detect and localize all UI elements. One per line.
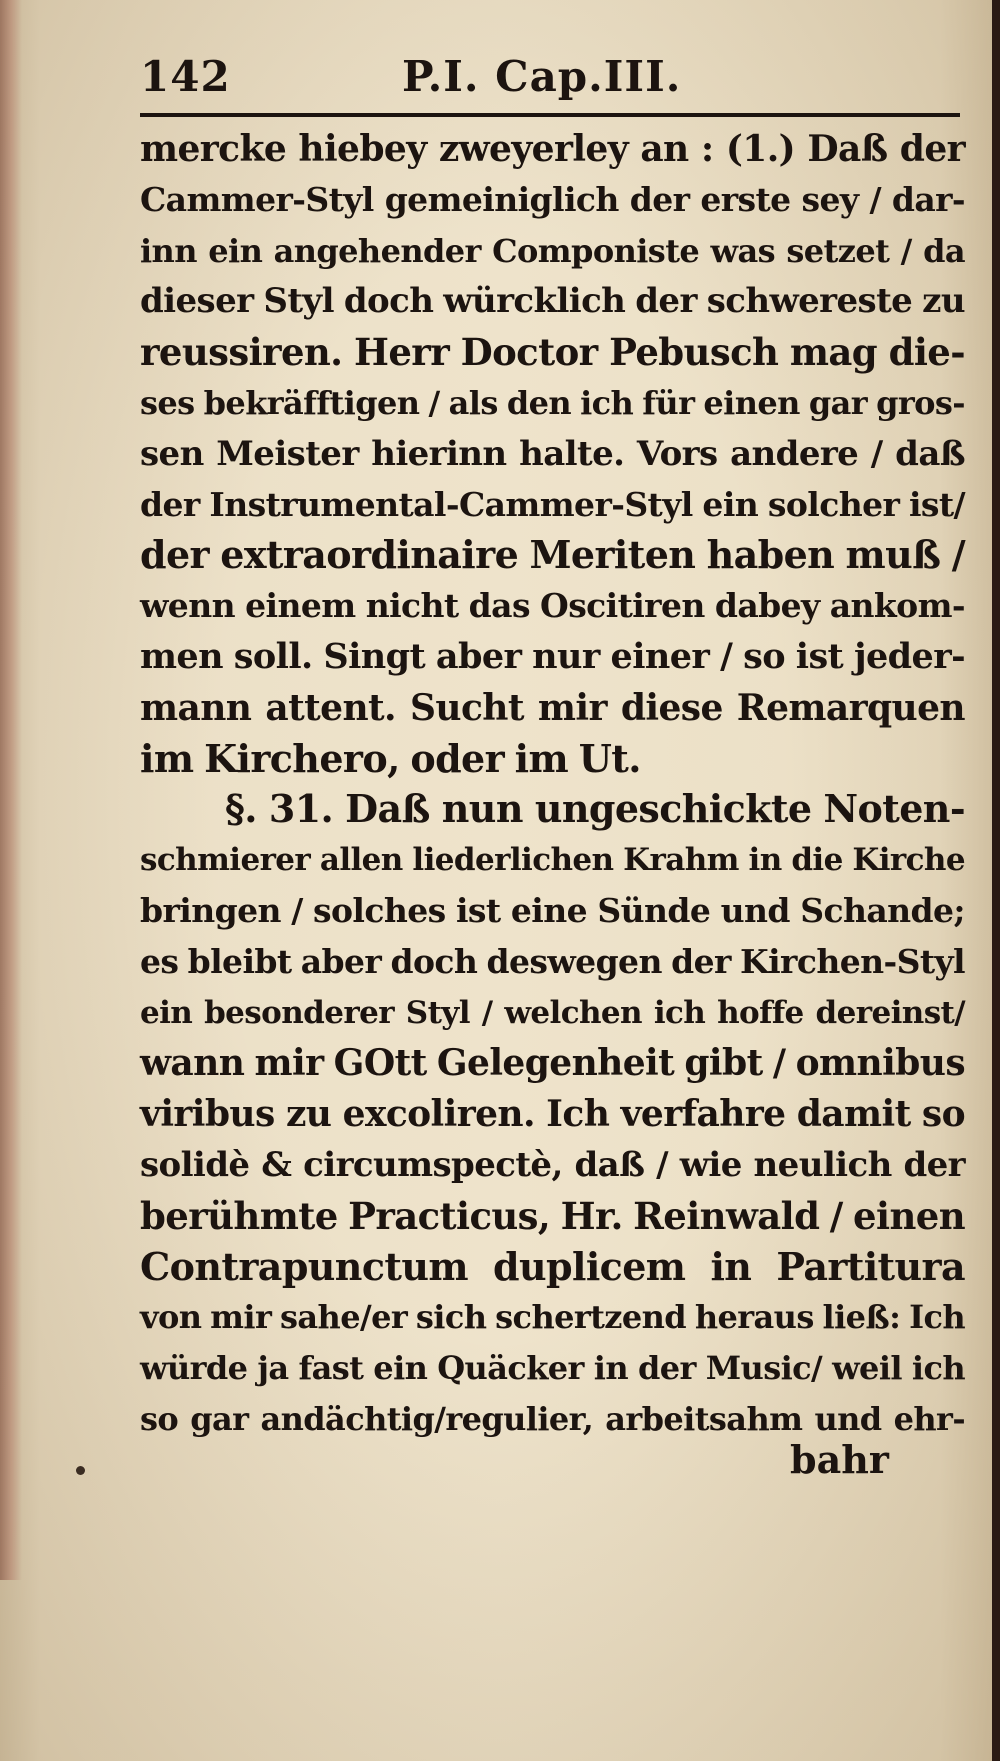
text-line: dieser Styl doch würcklich der schwereste zu <box>140 281 965 322</box>
body-text <box>140 124 965 1445</box>
page-right-edge-shadow <box>992 0 1000 1761</box>
text-line: wann mir GOtt Gelegenheit gibt / omnibus <box>140 1042 965 1085</box>
running-head: P.I. Cap.III. <box>402 52 682 101</box>
text-line: mann attent. Sucht mir diese Remarquen <box>140 686 965 729</box>
page-number: 142 <box>140 52 231 101</box>
text-line: bringen / solches ist eine Sünde und Schande; <box>140 890 965 930</box>
text-line: so gar andächtig/regulier, arbeitsahm und ehr- <box>140 1399 965 1438</box>
text-line: viribus zu excoliren. Ich verfahre damit so <box>140 1093 965 1136</box>
text-line-paragraph-end: im Kirchero, oder im Ut. <box>140 735 641 781</box>
text-line: sen Meister hierinn halte. Vors andere / daß <box>140 433 965 474</box>
text-line: mercke hiebey zweyerley an : (1.) Daß der <box>140 128 965 170</box>
catchword: bahr <box>790 1437 889 1482</box>
text-line: wenn einem nicht das Oscitiren dabey ankom- <box>140 586 965 626</box>
text-line: Contrapunctum duplicem in Partitura <box>140 1243 965 1289</box>
text-line: der Instrumental-Cammer-Styl ein solcher ist/ <box>140 484 965 524</box>
text-line: der extraordinaire Meriten haben muß / <box>140 532 965 578</box>
text-line: reussiren. Herr Doctor Pebusch mag die- <box>140 330 965 375</box>
text-line: es bleibt aber doch deswegen der Kirchen-Styl <box>140 941 965 981</box>
text-line-section-start: §. 31. Daß nun ungeschickte Noten- <box>225 786 965 832</box>
text-line: inn ein angehender Componiste was setzet / da <box>140 231 965 270</box>
page-header <box>140 52 960 112</box>
text-line: berühmte Practicus, Hr. Reinwald / einen <box>140 1193 965 1238</box>
text-line: men soll. Singt aber nur einer / so ist jeder- <box>140 635 965 677</box>
text-line: ein besonderer Styl / welchen ich hoffe dereinst/ <box>140 994 965 1031</box>
text-line: ses bekräfftigen / als den ich für einen gar gros- <box>140 383 965 422</box>
text-line: solidè & circumspectè, daß / wie neulich der <box>140 1144 965 1185</box>
ink-blot <box>76 1466 85 1475</box>
text-line: von mir sahe/er sich schertzend heraus ließ: Ich <box>140 1298 965 1337</box>
page-left-edge-stain <box>0 0 22 1580</box>
header-rule <box>140 113 960 117</box>
text-line: schmierer allen liederlichen Krahm in die Kirche <box>140 842 965 879</box>
text-line: Cammer-Styl gemeiniglich der erste sey / dar- <box>140 179 965 219</box>
text-line: würde ja fast ein Quäcker in der Music/ weil ich <box>140 1349 965 1388</box>
